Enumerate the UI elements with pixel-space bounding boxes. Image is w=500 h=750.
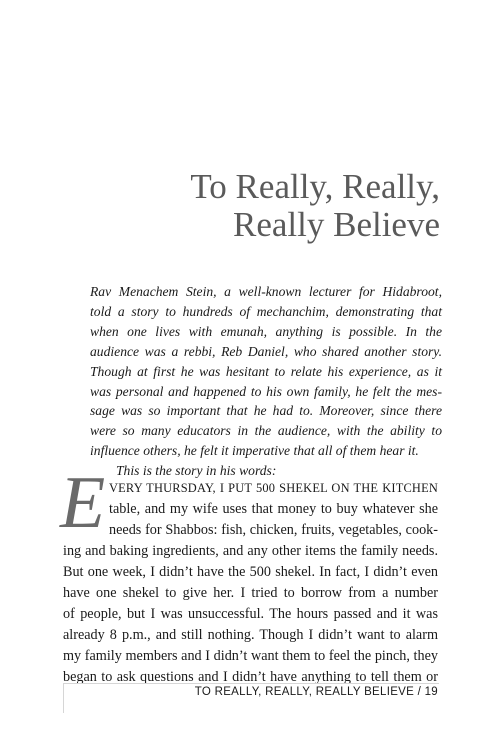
intro-line: influence others, he felt it imperative that all of them hear it. [90,443,419,459]
intro-line: This is the story in his words: [116,463,277,479]
intro-line: were so many educators in the audience, with the ability to [90,423,442,439]
chapter-title-line: Really Believe [232,205,440,244]
intro-paragraph [90,282,442,481]
intro-line: Though at first he was hesitant to relate his experience, as it [90,363,442,379]
story-paragraph [63,478,438,688]
intro-line: Rav Menachem Stein, a well-known lecturer for Hidabroot, [90,284,442,299]
drop-cap: E [60,462,106,544]
intro-line: was personal and happened to his own family, he felt the mes- [90,383,442,399]
story-line: needs for Shabbos: fish, chicken, fruits, vegetables, cook- [109,522,438,538]
story-line: already 8 p.m., and still nothing. Though I didn’t want to alarm [63,627,438,643]
story-first-line: VERY THURSDAY, I PUT 500 SHEKEL ON THE KITCHEN [109,481,438,495]
chapter-title-line: To Really, Really, [190,167,440,206]
intro-line: sage was so important that he had to. Moreover, since there [90,403,442,419]
story-line: ing and baking ingredients, and any other items the family needs. [63,543,438,559]
footer-divider [63,683,439,684]
running-head: TO REALLY, REALLY, REALLY BELIEVE / 19 [194,686,438,698]
intro-line: when one lives with emunah, anything is possible. In the [90,323,442,339]
intro-line: told a story to hundreds of mechanchim, demonstrating that [90,303,442,319]
footer-vertical-divider [63,683,64,713]
chapter-title [60,168,440,244]
story-line: But one week, I didn’t have the 500 shekel. In fact, I didn’t even [63,564,438,580]
story-line: my family members and I didn’t want them to feel the pinch, they [63,648,438,664]
intro-line: audience was a rebbi, Reb Daniel, who shared another story. [90,343,442,359]
story-line: of people, but I was unsuccessful. The hours passed and it was [63,606,438,622]
story-line: have one shekel to give her. I tried to borrow from a number [63,585,438,601]
story-line: began to ask questions and I didn’t have anything to tell them or [63,669,438,685]
story-line: table, and my wife uses that money to buy whatever she [109,501,438,517]
